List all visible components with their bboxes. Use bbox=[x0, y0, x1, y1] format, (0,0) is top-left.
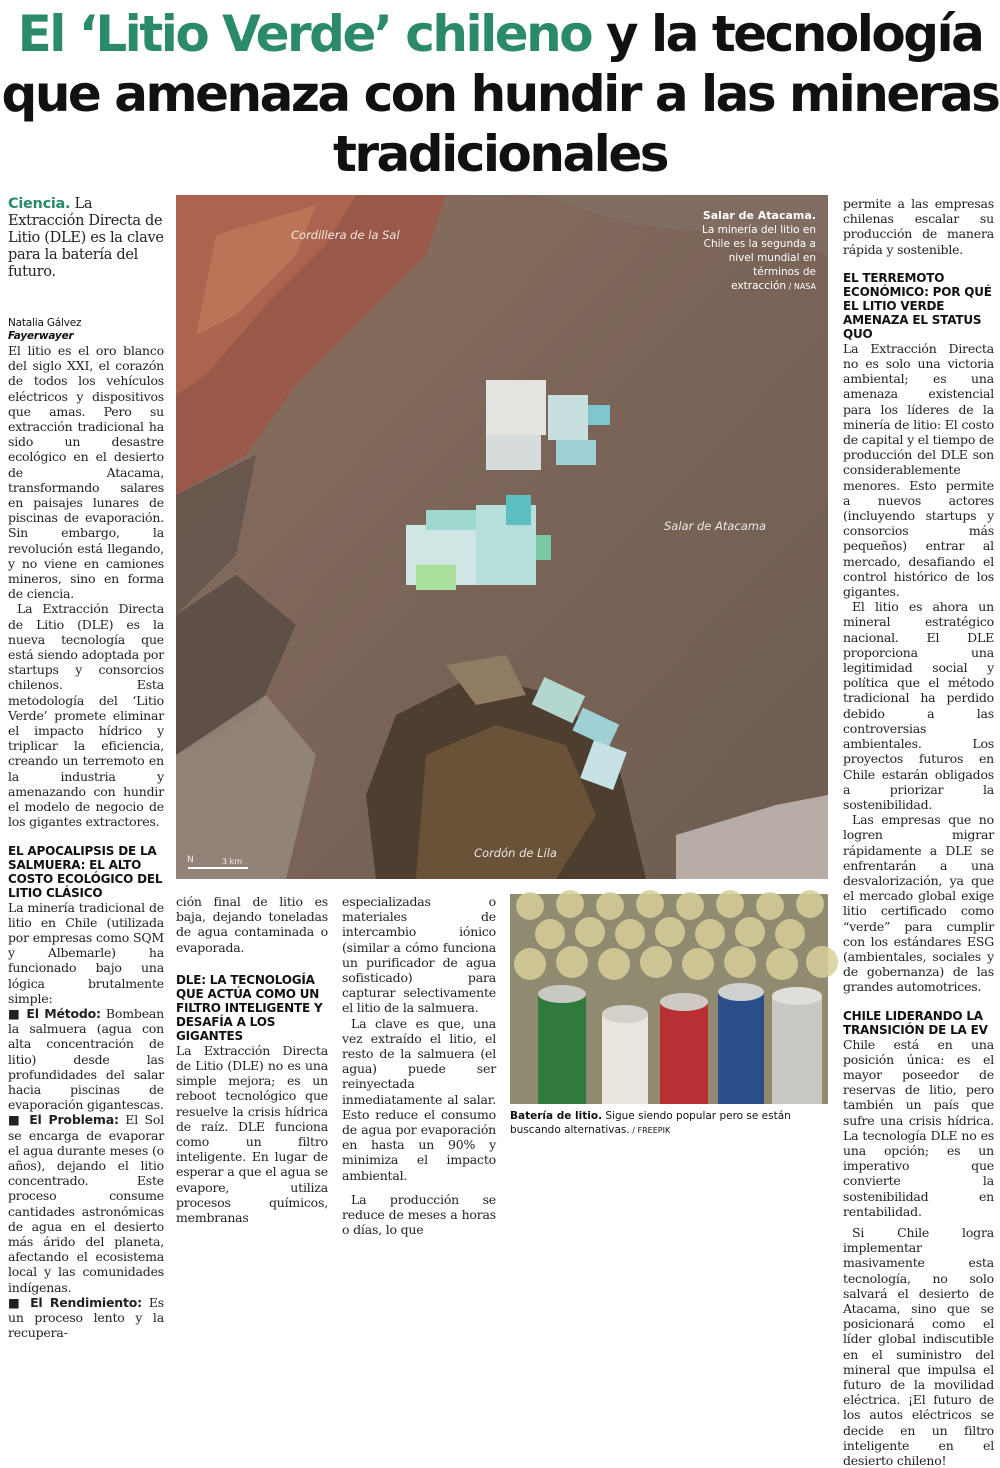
caption-title: Batería de litio. bbox=[510, 1110, 603, 1122]
photo-credit: / FREEPIK bbox=[629, 1126, 671, 1135]
bullet-label: ■ El Rendimiento: bbox=[8, 1294, 142, 1310]
col1-paragraph: La Extracción Directa de Litio (DLE) es la nueva tecnología que está siendo adoptada por startups y consorcios chilenos. Esta metodología del ‘Litio Verde’ promete eliminar el impacto hídrico y triplicar la eficiencia, creando un terremoto en la industria y amenazando con hundir el modelo de negocio de los gigantes extractores. bbox=[8, 601, 164, 830]
photo-caption bbox=[696, 209, 816, 294]
battery-photo bbox=[510, 894, 828, 1104]
bullet-label: ■ El Método: bbox=[8, 1005, 101, 1021]
bullet-text: El Sol se encarga de evaporar el agua durante meses (o años), dejando el litio concentrado. Este proceso consume cantidades astronómicas de agua en el desierto más árido del planeta, afectando el ecosistema local y las comunidades indígenas. bbox=[8, 1112, 164, 1295]
col2-paragraph: ción final de litio es baja, dejando toneladas de agua contaminada o evaporada. bbox=[176, 894, 328, 955]
lead-text: La Extracción Directa de Litio (DLE) es la clave para la batería del futuro. bbox=[8, 196, 164, 280]
byline-author: Natalia Gálvez bbox=[8, 317, 82, 329]
col4-paragraph: Chile está en una posición única: es el mayor poseedor de reservas de litio, pero también un país que sufre una crisis hídrica. La tecnología DLE no es una opción; es un imperativo que convierte la sostenibilidad en rentabilidad. bbox=[843, 1036, 994, 1219]
col4-paragraph: Las empresas que no logren migrar rápidamente a DLE se enfrentarán a una desvalorización, ya que el mercado global exige litio certificado como “verde” para cumplir con los estándares ESG (ambientales, sociales y de gobernanza) de las grandes automotrices. bbox=[843, 812, 994, 995]
column-4 bbox=[843, 196, 994, 1468]
column-3 bbox=[342, 894, 496, 1237]
col3-paragraph: La clave es que, una vez extraído el litio, el resto de la salmuera (el agua) puede ser reinyectada inmediatamente al salar. Esto reduce el consumo de agua por evaporación en hasta un 90% y minimiza el impacto ambiental. bbox=[342, 1015, 496, 1183]
col1-paragraph: El litio es el oro blanco del siglo XXI, el corazón de todos los vehículos eléctricos y dispositivos que amas. Pero su extracción tradicional ha sido un desastre ecológico en el desierto de Atacama, transformando salares en paisajes lunares de piscinas de evaporación. Sin embargo, la revolución está llegando, y no viene en camiones mineros, sino en forma de ciencia. bbox=[8, 343, 164, 602]
battery-caption bbox=[510, 1109, 830, 1138]
salar-satellite-photo bbox=[176, 195, 828, 879]
caption-text: La minería del litio en Chile es la segunda a nivel mundial en términos de extracción bbox=[701, 224, 816, 292]
caption-text: Sigue siendo popular pero se están buscando alternativas. bbox=[510, 1110, 791, 1136]
caption-title: Salar de Atacama. bbox=[702, 209, 816, 222]
bullet-item bbox=[8, 1112, 164, 1294]
col4-paragraph: permite a las empresas chilenas escalar su producción de manera rápida y sostenible. bbox=[843, 196, 994, 257]
bullet-item bbox=[8, 1006, 164, 1112]
photo-credit: / NASA bbox=[786, 282, 816, 291]
col3-paragraph: La producción se reduce de meses a horas o días, lo que bbox=[342, 1191, 496, 1238]
headline-highlight: El ‘Litio Verde’ chileno bbox=[17, 5, 592, 63]
headline bbox=[0, 4, 1000, 184]
subheading: EL TERREMOTO ECONÓMICO: POR QUÉ EL LITIO VERDE AMENAZA EL STATUS QUO bbox=[843, 270, 992, 341]
lead-kicker: Ciencia. bbox=[8, 196, 71, 212]
headline-rest: y la tecnología que amenaza con hundir a las mineras tradicionales bbox=[1, 5, 999, 183]
col2-paragraph: La Extracción Directa de Litio (DLE) no es una simple mejora; es un reboot tecnológico que resuelve la crisis hídrica de raíz. DLE funciona como un filtro inteligente. En lugar de esperar a que el agua se evapore, utiliza procesos químicos, membranas bbox=[176, 1042, 328, 1226]
battery-image bbox=[510, 894, 828, 1104]
map-label-cordillera: Cordillera de la Sal bbox=[291, 228, 400, 242]
col4-paragraph: Si Chile logra implementar masivamente esta tecnología, no solo salvará el desierto de Atacama, sino que se posicionará como el líder global indiscutible en el suministro del mineral que impulsa el futuro de la movilidad eléctrica. ¡El futuro de los autos eléctricos se decide en un filtro inteligente en el desierto chileno! bbox=[843, 1224, 994, 1468]
column-1 bbox=[8, 196, 164, 1340]
battery-cells bbox=[538, 983, 822, 1104]
subheading: EL APOCALIPSIS DE LA SALMUERA: EL ALTO COSTO ECOLÓGICO DEL LITIO CLÁSICO bbox=[8, 843, 163, 900]
bullet-item bbox=[8, 1295, 164, 1341]
satellite-image bbox=[176, 195, 828, 879]
col1-paragraph: La minería tradicional de litio en Chile (utilizada por empresas como SQM y Albemarle) ha funcionado bajo una lógica brutalmente simple: bbox=[8, 899, 164, 1006]
lead bbox=[8, 196, 164, 281]
bullet-label: ■ El Problema: bbox=[8, 1112, 119, 1128]
subheading: DLE: LA TECNOLOGÍA QUE ACTÚA COMO UN FILTRO INTELIGENTE Y DESAFÍA A LOS GIGANTES bbox=[176, 972, 323, 1043]
subheading: CHILE LIDERANDO LA TRANSICIÓN DE LA EV bbox=[843, 1008, 988, 1037]
map-label-salar: Salar de Atacama bbox=[664, 519, 767, 533]
bullet-text: Es un proceso lento y la recupera- bbox=[8, 1294, 164, 1341]
north-arrow-icon: N bbox=[187, 855, 194, 865]
byline-source: Fayerwayer bbox=[8, 330, 74, 342]
scale-label: 3 km bbox=[222, 857, 243, 866]
col4-paragraph: La Extracción Directa no es solo una victoria ambiental; es una amenaza existencial para los líderes de la minería de litio: El costo de capital y el tiempo de producción del DLE son considerablemente menores. Esto permite a nuevos actores (incluyendo startups y consorcios más pequeños) entrar al mercado, desafiando el control histórico de los gigantes. bbox=[843, 340, 994, 600]
column-2 bbox=[176, 894, 328, 1225]
col4-paragraph: El litio es ahora un mineral estratégico nacional. El DLE proporciona una legitimidad social y política que el método tradicional ha perdido debido a las controversias ambientales. Los proyectos futuros en Chile estarán obligados a priorizar la sostenibilidad. bbox=[843, 599, 994, 812]
col3-paragraph: especializadas o materiales de intercambio iónico (similar a cómo funciona un purificador de agua sofisticado) para capturar selectivamente el litio de la salmuera. bbox=[342, 894, 496, 1016]
map-label-cordon: Cordón de Lila bbox=[474, 846, 557, 860]
byline bbox=[8, 317, 164, 343]
bullet-text: Bombean la salmuera (agua con alta concentración de litio) desde las profundidades del salar hacia piscinas de evaporación gigantescas. bbox=[8, 1005, 165, 1113]
